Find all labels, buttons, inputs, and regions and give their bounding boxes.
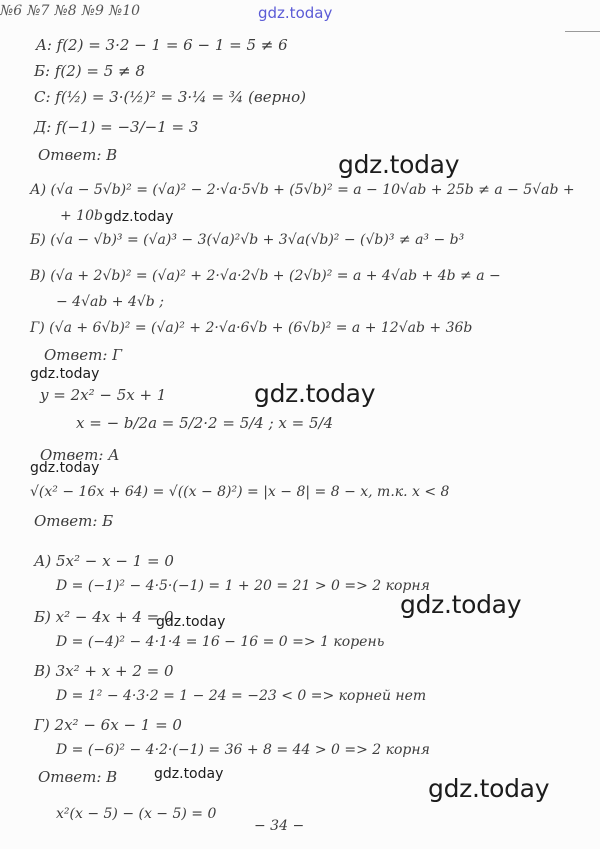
task9-v-discriminant: D = 1² − 4·3·2 = 1 − 24 = −23 < 0 => корней нет [56,688,427,704]
task9-b-discriminant: D = (−4)² − 4·1·4 = 16 − 16 = 0 => 1 корень [56,634,385,650]
task7-function: y = 2x² − 5x + 1 [40,386,167,404]
task7-vertex: x = − b/2a = 5/2·2 = 5/4 ; x = 5/4 [76,414,334,432]
watermark: gdz.today [154,766,224,782]
watermark: gdz.today [254,379,376,408]
watermark: gdz.today [428,774,550,803]
task-number-9: №9 [81,3,104,19]
page-edge-line [565,31,600,32]
task-number-10: №10 [109,3,141,19]
line-a: A: f(2) = 3·2 − 1 = 6 − 1 = 5 ≠ 6 [36,36,288,54]
watermark: gdz.today [104,209,174,225]
answer-5: Ответ: В [38,146,118,164]
watermark: gdz.today [30,460,100,476]
task-number-8: №8 [54,3,77,19]
task6-a: А) (√a − 5√b)² = (√a)² − 2·√a·5√b + (5√b)² = a − 10√ab + 25b ≠ a − 5√ab + [30,182,575,198]
answer-7: Ответ: А [40,446,120,464]
task9-b: Б) x² − 4x + 4 = 0 [34,608,174,626]
watermark: gdz.today [338,150,460,179]
task9-a: А) 5x² − x − 1 = 0 [34,552,174,570]
task6-v-cont: − 4√ab + 4√b ; [56,294,164,310]
watermark: gdz.today [30,366,100,382]
task6-a-cont: + 10b [60,208,103,224]
line-c: C: f(½) = 3·(½)² = 3·¼ = ¾ (верно) [34,88,306,106]
watermark: gdz.today [400,590,522,619]
task9-g: Г) 2x² − 6x − 1 = 0 [34,716,182,734]
line-d: Д: f(−1) = −3/−1 = 3 [34,118,199,136]
task8-expression: √(x² − 16x + 64) = √((x − 8)²) = |x − 8| = 8 − x, т.к. x < 8 [30,484,450,500]
task9-a-discriminant: D = (−1)² − 4·5·(−1) = 1 + 20 = 21 > 0 => 2 корня [56,578,430,594]
task10-equation: x²(x − 5) − (x − 5) = 0 [56,806,217,822]
watermark: gdz.today [156,614,226,630]
task9-g-discriminant: D = (−6)² − 4·2·(−1) = 36 + 8 = 44 > 0 => 2 корня [56,742,430,758]
answer-8: Ответ: Б [34,512,114,530]
answer-9: Ответ: В [38,768,118,786]
task6-b: Б) (√a − √b)³ = (√a)³ − 3(√a)²√b + 3√a(√b)² − (√b)³ ≠ a³ − b³ [30,232,465,248]
page-number: − 34 − [254,818,305,834]
task-number-7: №7 [27,3,50,19]
task9-v: В) 3x² + x + 2 = 0 [34,662,174,680]
line-b: Б: f(2) = 5 ≠ 8 [34,62,145,80]
watermark-top: gdz.today [258,4,333,22]
task6-v: В) (√a + 2√b)² = (√a)² + 2·√a·2√b + (2√b)² = a + 4√ab + 4b ≠ a − [30,268,501,284]
task-number-6: №6 [0,3,23,19]
answer-6: Ответ: Г [44,346,123,364]
task6-g: Г) (√a + 6√b)² = (√a)² + 2·√a·6√b + (6√b)² = a + 12√ab + 36b [30,320,473,336]
